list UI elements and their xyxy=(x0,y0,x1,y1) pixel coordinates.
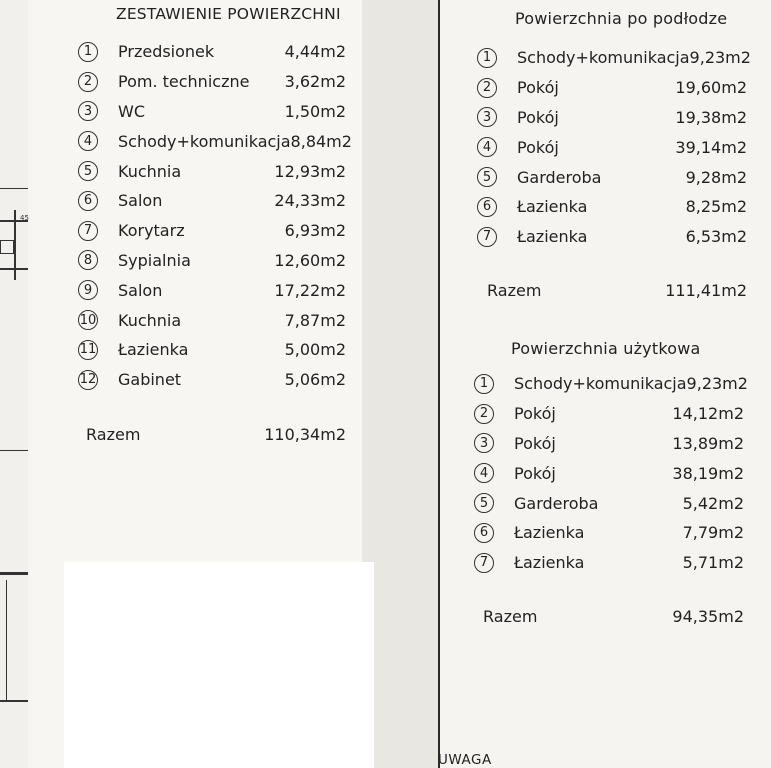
uzytkowa-row xyxy=(474,458,744,488)
room-name: Pokój xyxy=(517,137,559,157)
room-name: Pokój xyxy=(517,107,559,127)
room-number-badge: 12 xyxy=(78,370,98,390)
room-area: 7,87m2 xyxy=(284,310,346,330)
uzytkowa-row xyxy=(474,429,744,459)
room-number-badge: 7 xyxy=(474,553,494,573)
zestawienie-row xyxy=(78,126,352,156)
zestawienie-row xyxy=(78,37,346,67)
zestawienie-row xyxy=(78,156,346,186)
room-area: 8,84m2 xyxy=(290,131,352,151)
room-name: Łazienka xyxy=(517,227,588,247)
uzytkowa-total-row xyxy=(483,607,744,626)
room-name: Pokój xyxy=(514,463,556,483)
zestawienie-row xyxy=(78,275,346,305)
room-number-badge: 2 xyxy=(78,72,98,92)
zestawienie-row xyxy=(78,97,346,127)
room-number-badge: 1 xyxy=(474,374,494,394)
room-number-badge: 2 xyxy=(474,404,494,424)
room-name: Kuchnia xyxy=(118,161,182,181)
room-area: 9,23m2 xyxy=(689,48,751,68)
uzytkowa-row xyxy=(474,399,744,429)
podloga-table xyxy=(477,43,751,252)
room-area: 12,60m2 xyxy=(274,250,346,270)
room-area: 19,38m2 xyxy=(675,107,747,127)
zestawienie-row xyxy=(78,305,346,335)
podloga-total-row xyxy=(487,281,747,300)
room-area: 5,42m2 xyxy=(682,493,744,513)
zestawienie-row xyxy=(78,335,346,365)
room-number-badge: 6 xyxy=(78,191,98,211)
drawing-fragment xyxy=(0,180,28,740)
room-number-badge: 4 xyxy=(78,131,98,151)
room-name: Łazienka xyxy=(514,523,585,543)
room-area: 8,25m2 xyxy=(685,197,747,217)
room-name: Pokój xyxy=(517,78,559,98)
room-number-badge: 9 xyxy=(78,280,98,300)
room-area: 6,93m2 xyxy=(284,221,346,241)
room-name: Garderoba xyxy=(514,493,599,513)
room-number-badge: 5 xyxy=(474,493,494,513)
room-area: 4,44m2 xyxy=(284,42,346,62)
room-number-badge: 11 xyxy=(78,340,98,360)
room-number-badge: 8 xyxy=(78,250,98,270)
room-name: Korytarz xyxy=(118,221,185,241)
room-area: 13,89m2 xyxy=(672,433,744,453)
podloga-total-value: 111,41m2 xyxy=(665,281,747,300)
uzytkowa-table xyxy=(474,369,748,578)
room-number-badge: 3 xyxy=(78,101,98,121)
room-area: 5,06m2 xyxy=(284,370,346,390)
room-number-badge: 2 xyxy=(477,78,497,98)
room-area: 39,14m2 xyxy=(675,137,747,157)
room-area: 9,28m2 xyxy=(685,167,747,187)
room-name: Schody+komunikacja xyxy=(517,48,690,68)
room-area: 7,79m2 xyxy=(682,523,744,543)
room-name: Salon xyxy=(118,191,163,211)
room-name: Kuchnia xyxy=(118,310,182,330)
room-number-badge: 1 xyxy=(477,48,497,68)
room-name: Łazienka xyxy=(118,340,189,360)
podloga-row xyxy=(477,192,747,222)
podloga-title: Powierzchnia po podłodze xyxy=(515,9,728,28)
zestawienie-title: ZESTAWIENIE POWIERZCHNI xyxy=(116,5,341,23)
room-area: 5,00m2 xyxy=(284,340,346,360)
room-number-badge: 3 xyxy=(477,107,497,127)
room-name: Pokój xyxy=(514,433,556,453)
uzytkowa-row xyxy=(474,369,748,399)
uzytkowa-row xyxy=(474,488,744,518)
room-name: Schody+komunikacja xyxy=(118,131,291,151)
podloga-row xyxy=(477,222,747,252)
blank-area xyxy=(64,562,374,768)
room-number-badge: 4 xyxy=(474,463,494,483)
room-area: 1,50m2 xyxy=(284,101,346,121)
zestawienie-total-label: Razem xyxy=(86,425,141,444)
room-number-badge: 4 xyxy=(477,137,497,157)
podloga-row xyxy=(477,43,751,73)
room-name: Pokój xyxy=(514,404,556,424)
zestawienie-table xyxy=(78,37,352,395)
room-number-badge: 5 xyxy=(477,167,497,187)
zestawienie-row xyxy=(78,186,346,216)
podloga-row xyxy=(477,162,747,192)
uzytkowa-title: Powierzchnia użytkowa xyxy=(511,339,701,358)
podloga-row xyxy=(477,103,747,133)
room-number-badge: 6 xyxy=(477,197,497,217)
room-area: 6,53m2 xyxy=(685,227,747,247)
note-label: UWAGA xyxy=(438,752,492,768)
room-number-badge: 7 xyxy=(78,221,98,241)
room-number-badge: 1 xyxy=(78,42,98,62)
room-area: 5,71m2 xyxy=(682,553,744,573)
room-name: Schody+komunikacja xyxy=(514,374,687,394)
room-area: 14,12m2 xyxy=(672,404,744,424)
room-name: Gabinet xyxy=(118,370,182,390)
room-number-badge: 7 xyxy=(477,227,497,247)
room-area: 19,60m2 xyxy=(675,78,747,98)
room-name: Sypialnia xyxy=(118,250,191,270)
room-area: 3,62m2 xyxy=(284,72,346,92)
room-name: Salon xyxy=(118,280,163,300)
podloga-row xyxy=(477,73,747,103)
uzytkowa-row xyxy=(474,548,744,578)
zestawienie-row xyxy=(78,67,346,97)
zestawienie-total-row xyxy=(86,425,346,444)
room-number-badge: 5 xyxy=(78,161,98,181)
dimension-label: 45 xyxy=(20,214,29,222)
room-number-badge: 3 xyxy=(474,433,494,453)
zestawienie-row xyxy=(78,365,346,395)
uzytkowa-total-label: Razem xyxy=(483,607,538,626)
zestawienie-total-value: 110,34m2 xyxy=(264,425,346,444)
uzytkowa-total-value: 94,35m2 xyxy=(672,607,744,626)
room-number-badge: 10 xyxy=(78,310,98,330)
room-area: 24,33m2 xyxy=(274,191,346,211)
room-area: 9,23m2 xyxy=(686,374,748,394)
zestawienie-row xyxy=(78,246,346,276)
room-name: WC xyxy=(118,101,145,121)
room-name: Przedsionek xyxy=(118,42,215,62)
room-name: Łazienka xyxy=(514,553,585,573)
room-name: Pom. techniczne xyxy=(118,72,250,92)
room-number-badge: 6 xyxy=(474,523,494,543)
podloga-total-label: Razem xyxy=(487,281,542,300)
zestawienie-row xyxy=(78,216,346,246)
room-name: Garderoba xyxy=(517,167,602,187)
uzytkowa-row xyxy=(474,518,744,548)
room-area: 38,19m2 xyxy=(672,463,744,483)
podloga-row xyxy=(477,132,747,162)
room-area: 17,22m2 xyxy=(274,280,346,300)
room-name: Łazienka xyxy=(517,197,588,217)
room-area: 12,93m2 xyxy=(274,161,346,181)
